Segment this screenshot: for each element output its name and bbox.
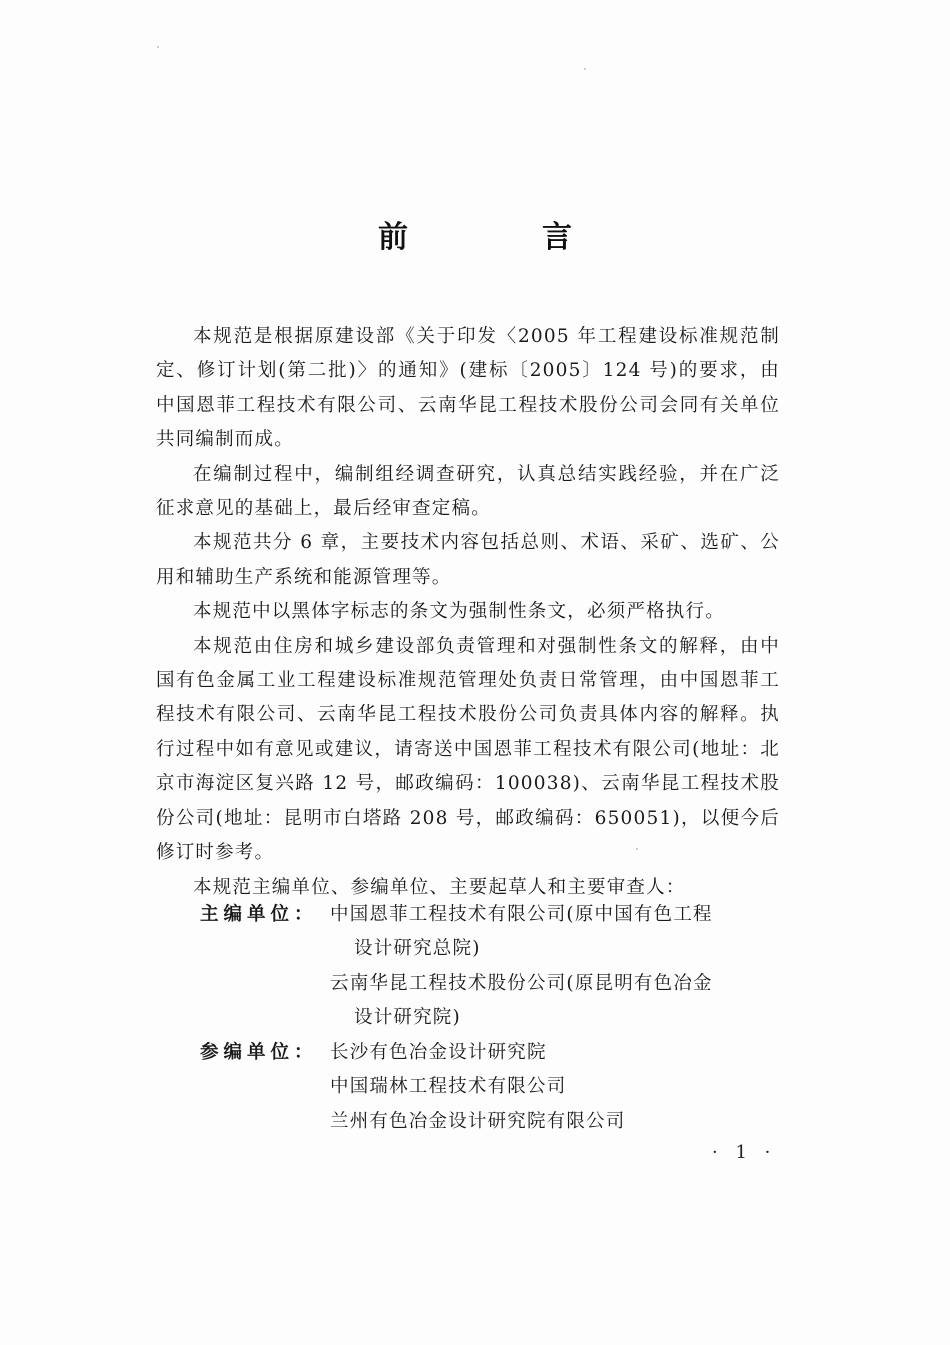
participant-org: 兰州有色冶金设计研究院有限公司 — [330, 1110, 626, 1132]
participant-org: 中国瑞林工程技术有限公司 — [330, 1076, 567, 1098]
scan-speck — [584, 68, 586, 70]
page-title: 前 言 — [378, 220, 624, 255]
participants-row — [200, 1036, 790, 1139]
participant-org: 长沙有色冶金设计研究院 — [330, 1042, 547, 1063]
chief-editor-values — [330, 898, 790, 1036]
participants-label: 参编单位： — [200, 1042, 318, 1063]
paragraph-4: 本规范中以黑体字标志的条文为强制性条文，必须严格执行。 — [193, 601, 725, 623]
chief-editor-row — [200, 898, 790, 1036]
chief-editor-section — [200, 898, 790, 1036]
chief-editor-org-1: 中国恩菲工程技术有限公司(原中国有色工程 — [330, 904, 713, 925]
paragraph-3: 本规范共分 6 章，主要技术内容包括总则、术语、采矿、选矿、公用和辅助生产系统和能源管理等。 — [156, 532, 780, 588]
chief-editor-org-1-cont: 设计研究总院) — [354, 938, 481, 960]
paragraph-2: 在编制过程中，编制组经调查研究，认真总结实践经验，并在广泛征求意见的基础上，最后经审查定稿。 — [156, 463, 780, 520]
paragraph-6: 本规范主编单位、参编单位、主要起草人和主要审查人： — [193, 876, 686, 898]
chief-editor-org-2: 云南华昆工程技术股份公司(原昆明有色冶金 — [330, 972, 713, 994]
scan-speck — [157, 46, 159, 48]
chief-editor-label: 主编单位： — [200, 904, 318, 925]
page-number: · 1 · — [712, 1142, 777, 1163]
paragraph-1: 本规范是根据原建设部《关于印发〈2005 年工程建设标准规范制定、修订计划(第二批)〉的通知》(建标〔2005〕124 号)的要求，由中国恩菲工程技术有限公司、云南华昆工程技术股份公司会同有关单位共同编制而成。 — [156, 326, 780, 451]
chief-editor-org-2-cont: 设计研究院) — [354, 1007, 461, 1029]
paragraph-5: 本规范由住房和城乡建设部负责管理和对强制性条文的解释，由中国有色金属工业工程建设标准规范管理处负责日常管理，由中国恩菲工程技术有限公司、云南华昆工程技术股份公司负责具体内容的解释。执行过程中如有意见或建议，请寄送中国恩菲工程技术有限公司(地址：北京市海淀区复兴路 12 号，邮政编码：100038)、云南华昆工程技术股份公司(地址：昆明市白塔路 208 号，邮政编码：650051)，以便今后修订时参考。 — [156, 635, 780, 864]
participants-section — [200, 1036, 790, 1139]
preface-body — [156, 320, 780, 905]
participants-values — [330, 1036, 790, 1139]
